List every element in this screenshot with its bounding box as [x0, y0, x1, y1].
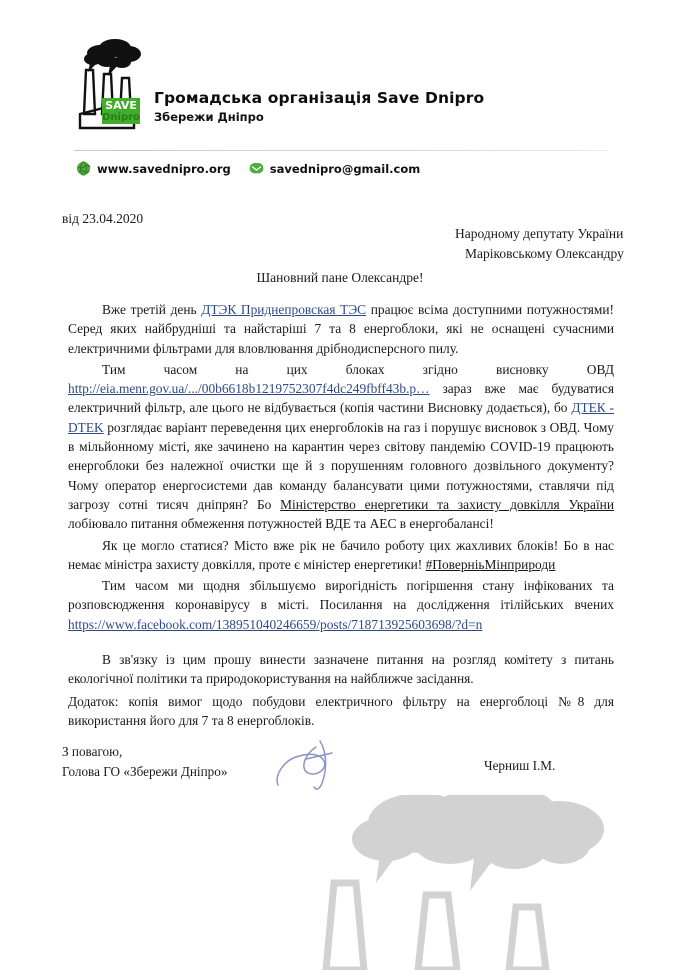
p3-text-a: Як це могло статися? Місто вже рік не бачило роботу цих жахливих блоків! Бо в нас немає міністра захисту довкілля, проте є міністер енергетики! — [68, 537, 614, 572]
dtek-pridneprovskaya-link[interactable]: ДТЭК Приднепровская ТЭС — [201, 302, 367, 317]
paragraph-3 — [68, 536, 614, 575]
letterhead-divider — [74, 150, 608, 151]
mail-icon — [249, 161, 264, 176]
p2-text-d: лобіювало питання обмеження потужностей ВДЕ та АЕС в енергобалансі! — [68, 516, 494, 532]
contact-line — [76, 161, 420, 176]
signer-role: Голова ГО «Збережи Дніпро» — [62, 763, 228, 779]
letterhead-brand-row — [74, 36, 484, 134]
paragraph-5: В зв'язку із цим прошу винести зазначене питання на розгляд комітету з питань екологічної політики та природокористування на найближче засідання. — [68, 652, 614, 687]
website-text: www.savednipro.org — [97, 161, 231, 176]
paragraph-1 — [68, 300, 614, 358]
p1-text-b: працює всіма доступними потужностями! Серед яких найбрудніші та найстаріші 7 та 8 енергоблоки, які не оснащені сучасними електричними фільтрами для вловлювання дрібнодисперсного пилу. — [68, 302, 614, 356]
signature-block — [62, 742, 227, 782]
addressee-block — [455, 224, 624, 263]
letter-body — [68, 300, 614, 691]
email-contact[interactable] — [249, 161, 421, 176]
p2-text-c: розглядає варіант переведення цих енергоблоків на газ і порушує висновок з ОВД. Чому в мільйонному місті, яке зачинено на карантин через світову пандемію COVID-19 працюють енергоблоки без належної очистки ще й з порушенням головного дозвільного документу? Чому оператор енергосистеми дав команду балансувати цими потужностями, ставлячи під загрозу сотні тисяч дніпрян? Бо — [68, 419, 614, 512]
eia-menr-url-link[interactable]: http://eia.menr.gov.ua/.../00b6618b1219752307f4dc249fbff43b.p… — [68, 381, 430, 397]
org-subtitle: Збережи Дніпро — [154, 109, 264, 124]
closing-text: З повагою, — [62, 744, 123, 759]
handwritten-signature-icon — [270, 737, 350, 797]
org-name-block — [154, 90, 484, 134]
p2-text-a: Тим часом на цих блоках згідно висновку ОВД — [102, 361, 614, 377]
addressee-line-2: Маріковському Олександру — [465, 245, 624, 261]
p2-text-b: зараз вже має будуватися електричний фільтр, але цього не відбувається (копія частини Висновку додається), бо — [68, 381, 614, 416]
dtek-link[interactable]: ДТЕК - DTEK — [68, 400, 615, 435]
factory-watermark — [300, 795, 660, 970]
p4-text-a: Тим часом ми щодня збільшуємо вирогідність погіршення стану інфікованих та розповсюдження коронавірусу в місті. Посилання на дослідження ітілійських вчених — [68, 578, 614, 613]
website-contact[interactable] — [76, 161, 231, 176]
p1-text-a: Вже третій день — [102, 302, 202, 317]
hashtag-povernit-minprirody[interactable]: #ПоверніьМінприроди — [425, 556, 556, 572]
ministry-energy-link[interactable]: Міністерство енергетики та захисту довкілля України — [280, 496, 614, 512]
addressee-line-1: Народному депутату України — [455, 226, 624, 241]
salutation: Шановний пане Олександре! — [256, 270, 424, 285]
attachment-note: Додаток: копія вимог щодо побудови електричного фільтру на енергоблоці №8 для використання його для 7 та 8 енергоблоків. — [68, 694, 614, 729]
facebook-post-link[interactable]: https://www.facebook.com/138951040246659/posts/718713925603698/?d=n — [68, 616, 483, 632]
email-text: savednipro@gmail.com — [269, 161, 421, 176]
org-title: Громадська організація Save Dnipro — [154, 88, 485, 107]
paragraph-2 — [68, 360, 614, 534]
date-line: від 23.04.2020 — [62, 211, 144, 226]
globe-icon — [76, 161, 91, 176]
paragraph-4 — [68, 576, 614, 634]
factory-logo-icon — [74, 36, 146, 134]
signer-name: Черниш І.М. — [484, 758, 556, 773]
logo-badge-save: SAVE — [105, 99, 137, 112]
logo-badge-dnipro: Dnipro — [102, 112, 140, 123]
